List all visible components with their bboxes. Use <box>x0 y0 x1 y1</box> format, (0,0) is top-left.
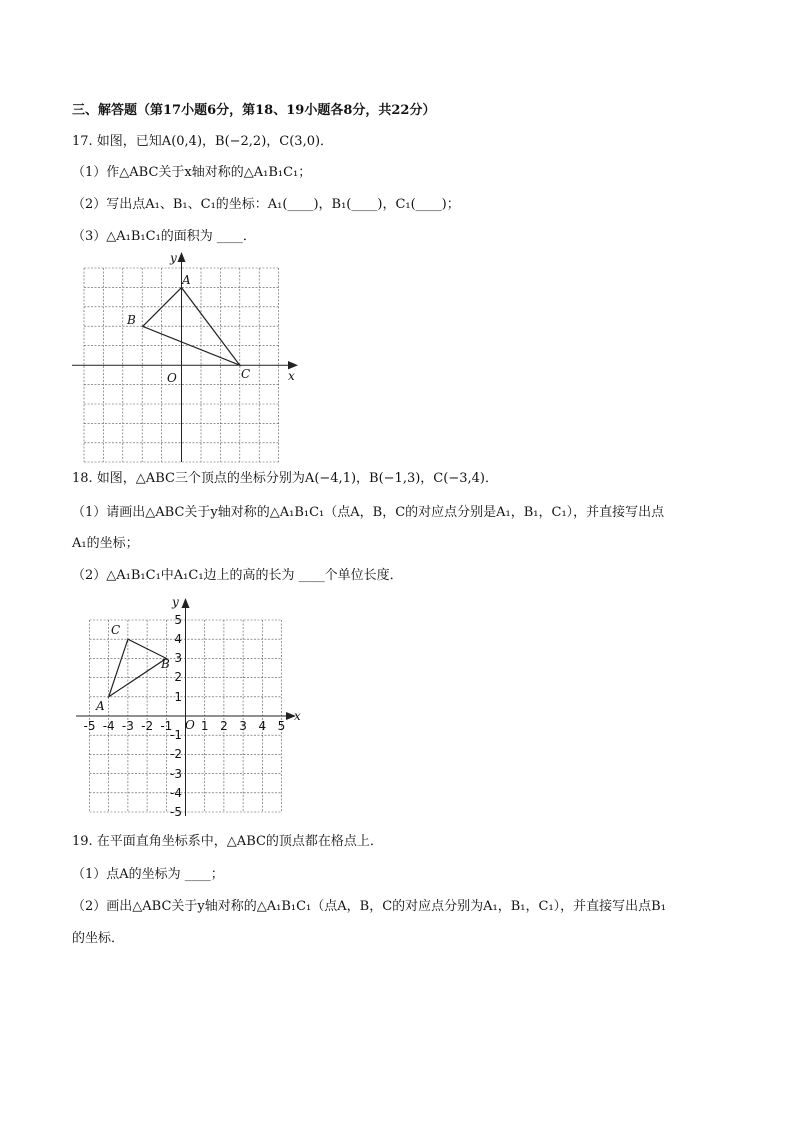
label-o: O <box>167 371 177 385</box>
q19-part2a: （2）画出△ABC关于y轴对称的△A₁B₁C₁（点A，B，C的对应点分别为A₁，B₁，C₁），并直接写出点B₁ <box>72 899 666 914</box>
label-b: B <box>161 657 170 671</box>
label-o: O <box>185 718 195 732</box>
x-tick-label: -3 <box>121 719 134 733</box>
label-a: A <box>182 273 191 287</box>
x-tick-label: 5 <box>277 719 286 733</box>
q19-stem: 19. 在平面直角坐标系中，△ABC的顶点都在格点上． <box>72 834 383 849</box>
q18-part2: （2）△A₁B₁C₁中A₁C₁边上的高的长为 ____个单位长度． <box>72 568 403 583</box>
x-tick-label: 1 <box>200 719 209 733</box>
q18-stem: 18. 如图，△ABC三个顶点的坐标分别为A(−4,1)，B(−1,3)，C(−3,4)． <box>72 471 498 486</box>
label-y: y <box>170 251 177 265</box>
label-x: x <box>294 709 301 723</box>
x-tick-label: 3 <box>239 719 247 733</box>
x-tick-label: -1 <box>160 719 173 733</box>
label-b: B <box>127 313 136 327</box>
q18-part1a: （1）请画出△ABC关于y轴对称的△A₁B₁C₁（点A，B，C的对应点分别是A₁，B₁，C₁），并直接写出点 <box>72 505 665 520</box>
y-tick-label: -3 <box>170 767 182 781</box>
q18-figure <box>72 590 312 820</box>
section-title: 三、解答题（第17小题6分，第18、19小题各8分，共22分） <box>72 103 436 118</box>
y-tick-label: 2 <box>174 670 182 684</box>
label-y: y <box>172 595 179 609</box>
y-tick-label: -5 <box>170 805 182 819</box>
y-axis-arrow-icon <box>178 252 186 262</box>
y-tick-label: -1 <box>170 728 182 742</box>
label-c: C <box>241 367 251 381</box>
y-tick-label: 3 <box>174 651 182 665</box>
q17-part1: （1）作△ABC关于x轴对称的△A₁B₁C₁； <box>72 165 312 180</box>
x-tick-label: 2 <box>220 719 228 733</box>
x-tick-label: -2 <box>141 719 154 733</box>
label-c: C <box>111 623 121 637</box>
y-tick-label: 4 <box>174 632 182 646</box>
y-axis-arrow-icon <box>182 598 190 608</box>
y-tick-label: 1 <box>174 690 182 704</box>
x-tick-label: 4 <box>258 719 267 733</box>
q17-figure <box>72 250 312 468</box>
triangle-abc <box>109 639 167 697</box>
q18-part1b: A₁的坐标； <box>72 536 139 551</box>
y-tick-label: -2 <box>170 747 182 761</box>
q17-part3: （3）△A₁B₁C₁的面积为 ____． <box>72 229 256 244</box>
q17-part2: （2）写出点A₁、B₁、C₁的坐标：A₁(____)，B₁(____)，C₁(____)； <box>72 197 460 212</box>
q19-part2b: 的坐标． <box>72 931 125 946</box>
y-tick-label: -4 <box>170 786 182 800</box>
label-a: A <box>96 699 105 713</box>
q19-part1: （1）点A的坐标为 ____； <box>72 867 224 882</box>
x-tick-label: -4 <box>102 719 115 733</box>
x-tick-label: -5 <box>83 719 96 733</box>
y-tick-label: 5 <box>174 613 182 627</box>
label-x: x <box>288 369 295 383</box>
q17-stem: 17. 如图，已知A(0,4)，B(−2,2)，C(3,0)． <box>72 134 334 149</box>
